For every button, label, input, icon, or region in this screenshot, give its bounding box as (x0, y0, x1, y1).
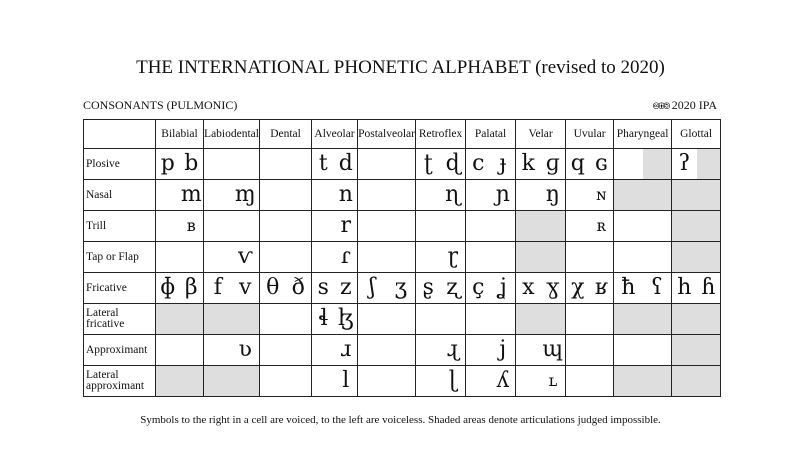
ipa-symbol (566, 211, 590, 242)
ipa-symbol (286, 335, 312, 366)
ipa-symbol: θ (260, 273, 286, 304)
ipa-symbol (566, 366, 590, 397)
column-header-palatal: Palatal (466, 120, 516, 149)
ipa-symbol: m (180, 180, 204, 211)
ipa-symbol (286, 211, 312, 242)
ipa-symbol (312, 366, 335, 397)
ipa-symbol (180, 242, 204, 273)
ipa-symbol (286, 366, 312, 397)
ipa-symbol: β (180, 273, 204, 304)
ipa-symbol (516, 180, 541, 211)
ipa-symbol: s (312, 273, 335, 304)
ipa-symbol (204, 149, 232, 180)
ipa-symbol (566, 242, 590, 273)
ipa-symbol (516, 211, 541, 242)
ipa-symbol: t (312, 149, 335, 180)
ipa-symbol (491, 242, 516, 273)
ipa-symbol (697, 335, 721, 366)
section-heading: CONSONANTS (PULMONIC) (83, 98, 238, 112)
ipa-symbol: ɽ (441, 242, 466, 273)
ipa-symbol: χ (566, 273, 590, 304)
ipa-symbol (260, 304, 286, 335)
ipa-symbol (260, 242, 286, 273)
ipa-symbol: ʟ (541, 366, 566, 397)
consonant-table (83, 119, 721, 397)
table-row (84, 304, 721, 335)
ipa-symbol (672, 335, 697, 366)
row-label: Trill (84, 211, 156, 242)
ipa-symbol (204, 211, 232, 242)
ipa-symbol (358, 211, 387, 242)
corner-cell (84, 120, 156, 149)
ipa-symbol (614, 335, 643, 366)
ipa-symbol: ʒ (387, 273, 416, 304)
ipa-symbol: ɲ (491, 180, 516, 211)
ipa-symbol (697, 211, 721, 242)
ipa-symbol (387, 180, 416, 211)
row-label: Fricative (84, 273, 156, 304)
ipa-symbol (614, 366, 643, 397)
ipa-symbol (232, 149, 260, 180)
ipa-symbol (204, 335, 232, 366)
ipa-symbol: ɬ (312, 304, 335, 335)
ipa-symbol (232, 366, 260, 397)
ipa-symbol (541, 304, 566, 335)
column-header-dental: Dental (260, 120, 312, 149)
ipa-symbol (614, 149, 643, 180)
ipa-symbol: ɾ (335, 242, 358, 273)
ipa-symbol (156, 366, 180, 397)
ipa-symbol (156, 211, 180, 242)
ipa-symbol: ʋ (232, 335, 260, 366)
ipa-symbol: ɡ (541, 149, 566, 180)
ipa-symbol: ɦ (697, 273, 721, 304)
ipa-symbol: ʕ (643, 273, 672, 304)
ipa-symbol (204, 180, 232, 211)
ipa-symbol: ɢ (590, 149, 614, 180)
ipa-symbol (260, 211, 286, 242)
ipa-symbol (156, 304, 180, 335)
ipa-symbol: b (180, 149, 204, 180)
ipa-symbol (466, 335, 491, 366)
ipa-symbol (180, 304, 204, 335)
ipa-symbol (491, 211, 516, 242)
ipa-symbol (590, 366, 614, 397)
ipa-symbol (416, 304, 441, 335)
ipa-symbol (516, 242, 541, 273)
ipa-symbol: h (672, 273, 697, 304)
ipa-symbol (566, 180, 590, 211)
row-label: Tap or Flap (84, 242, 156, 273)
ipa-symbol: d (335, 149, 358, 180)
ipa-symbol: ʂ (416, 273, 441, 304)
ipa-symbol (260, 335, 286, 366)
row-label: Nasal (84, 180, 156, 211)
ipa-symbol: k (516, 149, 541, 180)
ipa-symbol (697, 304, 721, 335)
ipa-symbol (672, 242, 697, 273)
ipa-symbol: ʙ (180, 211, 204, 242)
column-header-row (84, 120, 721, 149)
ipa-symbol (312, 242, 335, 273)
ipa-symbol (643, 304, 672, 335)
ipa-symbol: ç (466, 273, 491, 304)
column-header-velar: Velar (516, 120, 566, 149)
ipa-symbol: ɹ (335, 335, 358, 366)
ipa-symbol (204, 366, 232, 397)
ipa-symbol (260, 366, 286, 397)
ipa-symbol: ʀ (590, 211, 614, 242)
ipa-symbol (516, 304, 541, 335)
ipa-symbol: q (566, 149, 590, 180)
ipa-symbol (466, 366, 491, 397)
ipa-symbol (358, 335, 387, 366)
table-row (84, 149, 721, 180)
ipa-symbol: ⱱ (232, 242, 260, 273)
ipa-symbol (441, 211, 466, 242)
ipa-symbol: ʐ (441, 273, 466, 304)
license-text: 2020 IPA (671, 98, 717, 112)
ipa-symbol (643, 211, 672, 242)
ipa-symbol (614, 242, 643, 273)
ipa-symbol (697, 366, 721, 397)
ipa-symbol (516, 335, 541, 366)
ipa-symbol: ʈ (416, 149, 441, 180)
ipa-symbol (416, 366, 441, 397)
table-row (84, 273, 721, 304)
ipa-symbol: j (491, 335, 516, 366)
ipa-symbol (566, 304, 590, 335)
ipa-symbol (466, 304, 491, 335)
column-header-alveolar: Alveolar (312, 120, 358, 149)
ipa-symbol (672, 366, 697, 397)
column-header-postalveolar: Postalveolar (358, 120, 416, 149)
ipa-symbol: ɻ (441, 335, 466, 366)
row-label: Lateral approximant (84, 366, 156, 397)
ipa-symbol: ʔ (672, 149, 697, 180)
ipa-symbol (312, 180, 335, 211)
ipa-symbol (697, 242, 721, 273)
ipa-symbol: r (335, 211, 358, 242)
ipa-symbol: ɖ (441, 149, 466, 180)
ipa-symbol (466, 242, 491, 273)
ipa-symbol (387, 242, 416, 273)
ipa-symbol (260, 149, 286, 180)
table-row (84, 211, 721, 242)
ipa-symbol (416, 180, 441, 211)
ipa-symbol (286, 304, 312, 335)
ipa-symbol (516, 366, 541, 397)
ipa-symbol (643, 335, 672, 366)
column-header-retroflex: Retroflex (416, 120, 466, 149)
license-note (653, 98, 717, 113)
ipa-symbol (260, 180, 286, 211)
ipa-symbol (387, 366, 416, 397)
ipa-symbol (204, 304, 232, 335)
ipa-symbol (286, 180, 312, 211)
table-row (84, 180, 721, 211)
ipa-symbol (387, 149, 416, 180)
ipa-symbol: f (204, 273, 232, 304)
ipa-symbol (156, 335, 180, 366)
ipa-symbol (387, 335, 416, 366)
ipa-symbol: ħ (614, 273, 643, 304)
ipa-symbol (416, 335, 441, 366)
ipa-symbol (643, 180, 672, 211)
column-header-pharyngeal: Pharyngeal (614, 120, 672, 149)
ipa-symbol (358, 180, 387, 211)
ipa-symbol (312, 211, 335, 242)
ipa-symbol: ɰ (541, 335, 566, 366)
ipa-symbol (416, 211, 441, 242)
column-header-uvular: Uvular (566, 120, 614, 149)
page-title: THE INTERNATIONAL PHONETIC ALPHABET (revised to 2020) (136, 57, 665, 78)
table-body (84, 149, 721, 397)
ipa-symbol: c (466, 149, 491, 180)
ipa-symbol (614, 180, 643, 211)
ipa-symbol: ʃ (358, 273, 387, 304)
ipa-symbol (614, 211, 643, 242)
ipa-symbol (232, 304, 260, 335)
ipa-symbol (541, 242, 566, 273)
ipa-symbol (590, 242, 614, 273)
ipa-symbol: ɸ (156, 273, 180, 304)
ipa-symbol: x (516, 273, 541, 304)
ipa-symbol (491, 304, 516, 335)
ipa-symbol: ɳ (441, 180, 466, 211)
ipa-symbol (672, 304, 697, 335)
row-label: Approximant (84, 335, 156, 366)
ipa-symbol (312, 335, 335, 366)
ipa-symbol (387, 304, 416, 335)
footnote: Symbols to the right in a cell are voiced, to the left are voiceless. Shaded areas denote articulations judged impossible. (140, 414, 661, 426)
ipa-symbol (286, 242, 312, 273)
ipa-symbol (358, 149, 387, 180)
ipa-symbol (672, 211, 697, 242)
ipa-symbol: ʝ (491, 273, 516, 304)
ipa-symbol (672, 180, 697, 211)
ipa-symbol (441, 304, 466, 335)
ipa-symbol (358, 304, 387, 335)
ipa-symbol (697, 149, 721, 180)
ipa-symbol (590, 335, 614, 366)
ipa-symbol (697, 180, 721, 211)
ipa-symbol (643, 366, 672, 397)
ipa-symbol (590, 304, 614, 335)
ipa-symbol (466, 180, 491, 211)
ipa-symbol (156, 180, 180, 211)
ipa-symbol (156, 242, 180, 273)
ipa-symbol: ð (286, 273, 312, 304)
ipa-symbol (566, 335, 590, 366)
column-header-bilabial: Bilabial (156, 120, 204, 149)
ipa-symbol (358, 242, 387, 273)
ipa-symbol (180, 366, 204, 397)
ipa-symbol: ɴ (590, 180, 614, 211)
ipa-symbol: l (335, 366, 358, 397)
ipa-symbol: ʁ (590, 273, 614, 304)
column-header-labiodental: Labiodental (204, 120, 260, 149)
ipa-symbol (286, 149, 312, 180)
ipa-symbol (204, 242, 232, 273)
ipa-symbol (387, 211, 416, 242)
ipa-symbol: ɮ (335, 304, 358, 335)
ipa-symbol: v (232, 273, 260, 304)
ipa-symbol: ɟ (491, 149, 516, 180)
row-label: Plosive (84, 149, 156, 180)
license-icon: 🅭🅯🄎 (653, 101, 669, 112)
ipa-symbol: ŋ (541, 180, 566, 211)
row-label: Lateral fricative (84, 304, 156, 335)
ipa-symbol: p (156, 149, 180, 180)
ipa-symbol: ɱ (232, 180, 260, 211)
ipa-symbol (416, 242, 441, 273)
table-row (84, 366, 721, 397)
table-row (84, 242, 721, 273)
ipa-symbol: ʎ (491, 366, 516, 397)
table-row (84, 335, 721, 366)
ipa-symbol (614, 304, 643, 335)
ipa-symbol (466, 211, 491, 242)
ipa-symbol (358, 366, 387, 397)
ipa-symbol (232, 211, 260, 242)
ipa-symbol (180, 335, 204, 366)
ipa-symbol: ɭ (441, 366, 466, 397)
ipa-symbol (643, 242, 672, 273)
ipa-symbol: ɣ (541, 273, 566, 304)
column-header-glottal: Glottal (672, 120, 721, 149)
ipa-symbol: z (335, 273, 358, 304)
ipa-symbol (643, 149, 672, 180)
ipa-symbol: n (335, 180, 358, 211)
ipa-symbol (541, 211, 566, 242)
